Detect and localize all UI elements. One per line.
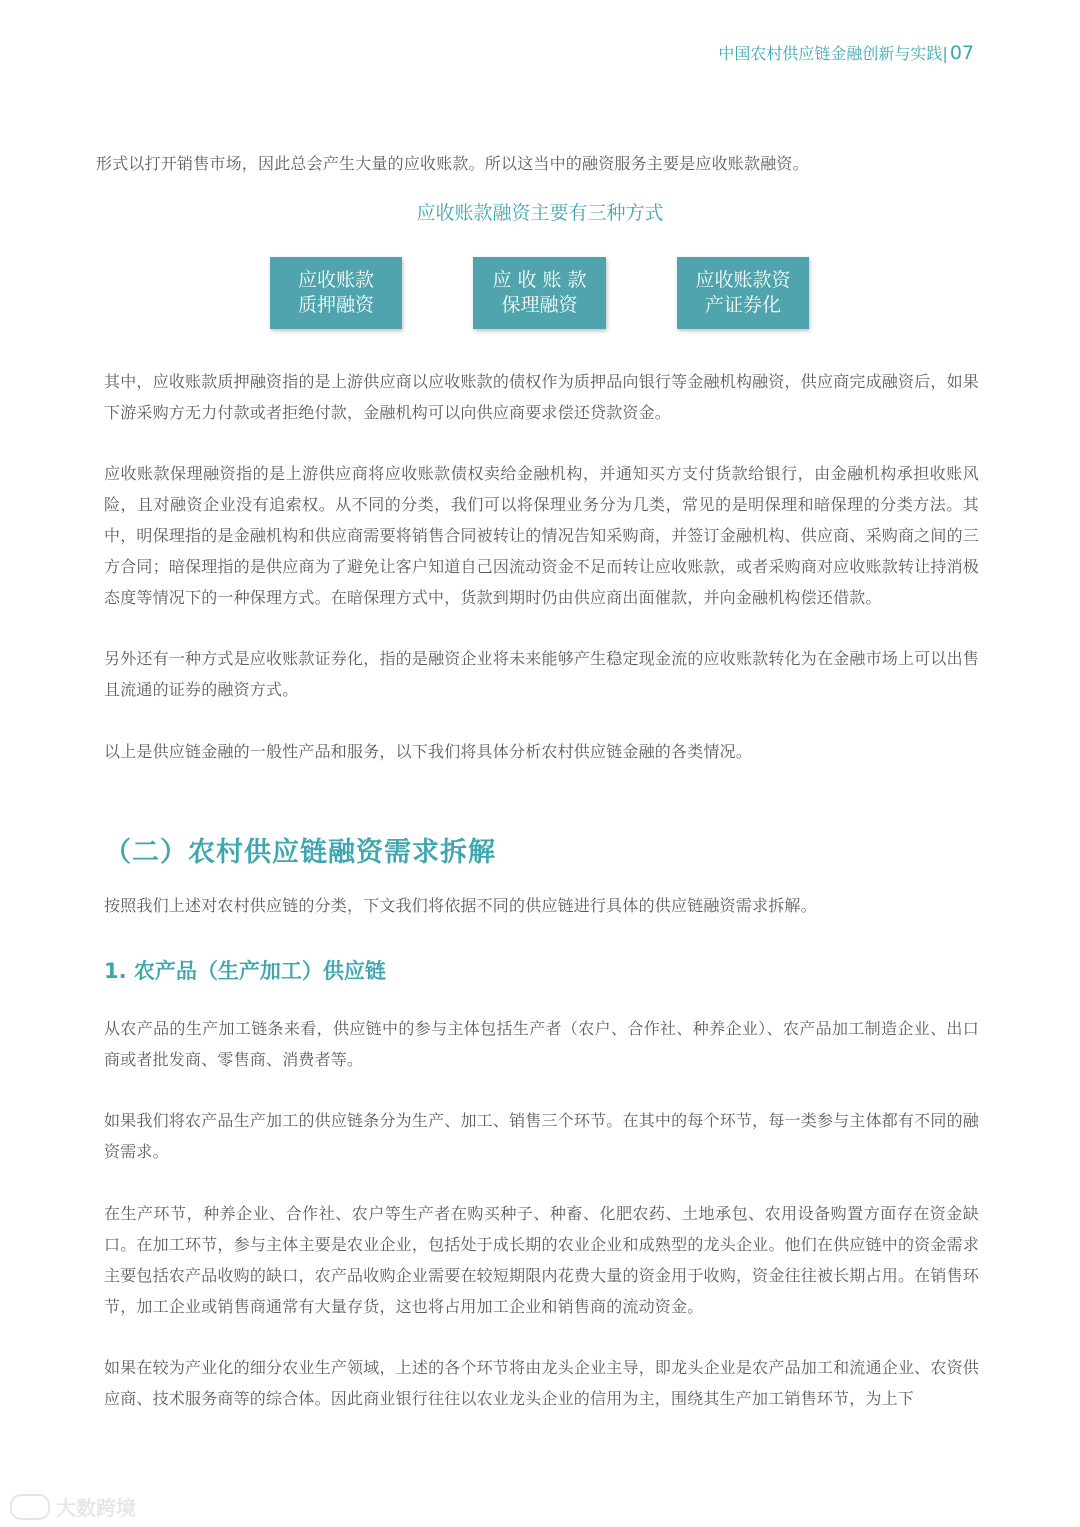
diagram-box-securitization <box>677 257 809 329</box>
watermark-logo-icon <box>10 1494 50 1520</box>
box-line: 应收账款资 <box>695 269 791 291</box>
box-line: 保理融资 <box>501 294 578 316</box>
section-heading: （二）农村供应链融资需求拆解 <box>104 837 496 868</box>
running-header <box>718 41 974 64</box>
paragraph-financing-needs: 在生产环节，种养企业、合作社、农户等生产者在购买种子、种畜、化肥农药、土地承包、农用设备购置方面存在资金缺口。在加工环节，参与主体主要是农业企业，包括处于成长期的农业企业和成熟型的龙头企业。他们在供应链中的资金需求主要包括农产品收购的缺口，农产品收购企业需要在较短期限内花费大量的资金用于收购，资金往往被长期占用。在销售环节，加工企业或销售商通常有大量存货，这也将占用加工企业和销售商的流动资金。 <box>104 1204 979 1316</box>
header-separator: | <box>942 44 948 63</box>
box-line: 产证券化 <box>704 294 781 316</box>
box-line: 应 收 账 款 <box>492 269 587 291</box>
watermark <box>10 1492 136 1521</box>
intro-line: 形式以打开销售市场，因此总会产生大量的应收账款。所以这当中的融资服务主要是应收账款融资。 <box>96 154 809 173</box>
box-line: 应收账款 <box>297 269 374 291</box>
paragraph-summary: 以上是供应链金融的一般性产品和服务，以下我们将具体分析农村供应链金融的各类情况。 <box>104 742 753 761</box>
paragraph-leading-enterprise: 如果在较为产业化的细分农业生产领域，上述的各个环节将由龙头企业主导，即龙头企业是农产品加工和流通企业、农资供应商、技术服务商等的综合体。因此商业银行往往以农业龙头企业的信用为主，围绕其生产加工销售环节，为上下 <box>104 1358 979 1408</box>
subsection-heading: 1. 农产品（生产加工）供应链 <box>104 959 386 983</box>
box-line: 质押融资 <box>297 294 374 316</box>
header-title: 中国农村供应链金融创新与实践 <box>718 44 943 63</box>
paragraph-stages: 如果我们将农产品生产加工的供应链条分为生产、加工、销售三个环节。在其中的每个环节，每一类参与主体都有不同的融资需求。 <box>104 1111 979 1161</box>
paragraph-pledge: 其中，应收账款质押融资指的是上游供应商以应收账款的债权作为质押品向银行等金融机构融资，供应商完成融资后，如果下游采购方无力付款或者拒绝付款，金融机构可以向供应商要求偿还贷款资金。 <box>104 372 979 422</box>
paragraph-participants: 从农产品的生产加工链条来看，供应链中的参与主体包括生产者（农户、合作社、种养企业）、农产品加工制造企业、出口商或者批发商、零售商、消费者等。 <box>104 1019 979 1069</box>
watermark-text: 大数跨境 <box>56 1496 136 1520</box>
paragraph-factoring: 应收账款保理融资指的是上游供应商将应收账款债权卖给金融机构，并通知买方支付货款给银行，由金融机构承担收账风险，且对融资企业没有追索权。从不同的分类，我们可以将保理业务分为几类，常见的是明保理和暗保理的分类方法。其中，明保理指的是金融机构和供应商需要将销售合同被转让的情况告知采购商，并签订金融机构、供应商、采购商之间的三方合同；暗保理指的是供应商为了避免让客户知道自己因流动资金不足而转让应收账款，或者采购商对应收账款转让持消极态度等情况下的一种保理方式。在暗保理方式中，货款到期时仍由供应商出面催款，并向金融机构偿还借款。 <box>104 464 979 607</box>
diagram-box-factoring <box>473 257 606 329</box>
diagram-title: 应收账款融资主要有三种方式 <box>416 202 664 224</box>
paragraph-securitization: 另外还有一种方式是应收账款证券化，指的是融资企业将未来能够产生稳定现金流的应收账款转化为在金融市场上可以出售且流通的证券的融资方式。 <box>104 649 979 699</box>
page-number: 07 <box>949 42 974 64</box>
section-intro: 按照我们上述对农村供应链的分类，下文我们将依据不同的供应链进行具体的供应链融资需求拆解。 <box>104 896 817 915</box>
diagram-box-pledge <box>270 257 402 329</box>
